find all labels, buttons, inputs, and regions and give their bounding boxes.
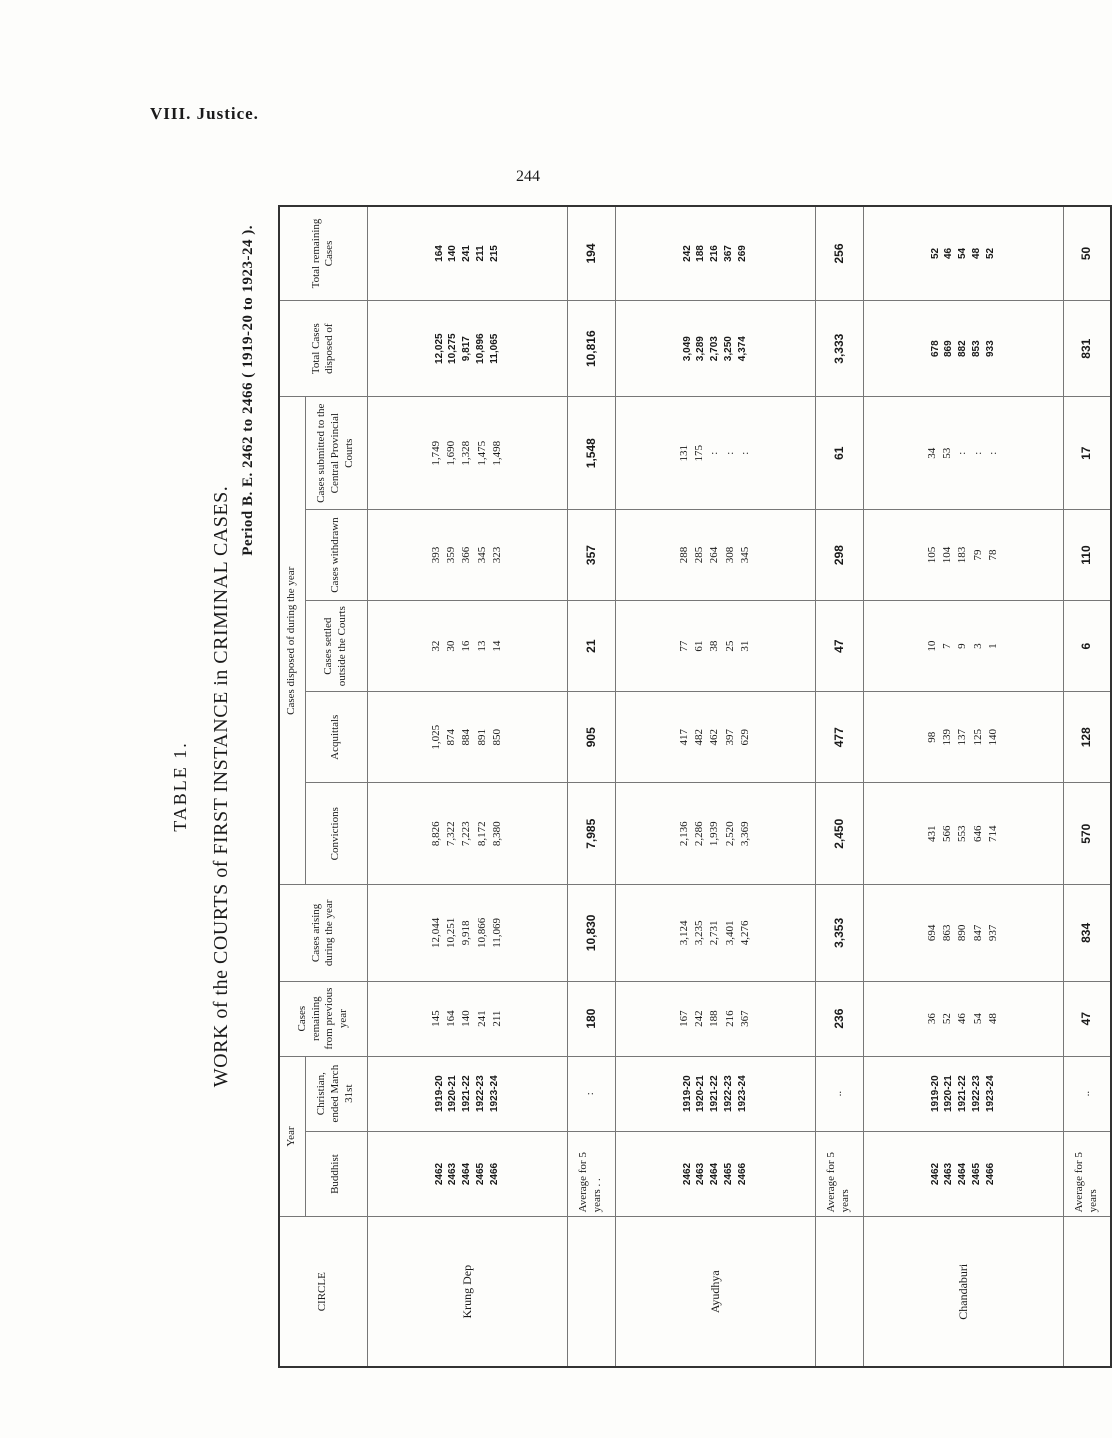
circle-row bbox=[863, 206, 1063, 1367]
cell-settled bbox=[863, 601, 1063, 692]
cell-submitted bbox=[615, 397, 815, 510]
header-arising: Cases arising during the year bbox=[279, 885, 367, 981]
cell-value: 269 bbox=[736, 245, 748, 262]
header-christian: Christian, ended March 31st bbox=[305, 1056, 367, 1131]
cell-value: 2462 bbox=[433, 1162, 445, 1186]
header-total-remaining: Total remaining Cases bbox=[279, 206, 367, 300]
average-submitted: 17 bbox=[1063, 397, 1111, 510]
cell-value: 2,286 bbox=[693, 821, 706, 847]
header-acquittals: Acquittals bbox=[305, 692, 367, 783]
cell-value: 140 bbox=[447, 245, 459, 262]
cell-value: 553 bbox=[956, 825, 969, 842]
cell-arising bbox=[615, 885, 815, 981]
cell-value: 2462 bbox=[681, 1162, 693, 1186]
cell-value: 678 bbox=[929, 340, 941, 358]
average-total-disposed: 831 bbox=[1063, 300, 1111, 396]
cell-value: 216 bbox=[709, 245, 721, 262]
cell-buddhist bbox=[367, 1131, 567, 1217]
cell-value: 145 bbox=[430, 1010, 443, 1027]
cell-value: : bbox=[723, 451, 736, 455]
cell-arising bbox=[863, 885, 1063, 981]
average-label: Average for 5 years . . bbox=[567, 1131, 615, 1217]
cell-value: 13 bbox=[475, 640, 488, 652]
cell-value: 164 bbox=[433, 245, 445, 262]
cell-value: 3,250 bbox=[722, 336, 734, 362]
cell-value: 1921-22 bbox=[709, 1075, 721, 1113]
cell-value: 714 bbox=[986, 825, 999, 842]
cell-value: 1920-21 bbox=[943, 1075, 955, 1113]
cell-buddhist bbox=[615, 1131, 815, 1217]
cell-value: 323 bbox=[490, 546, 503, 564]
cell-acquittals bbox=[367, 692, 567, 783]
header-convictions: Convictions bbox=[305, 783, 367, 885]
cell-value: 11,069 bbox=[490, 917, 503, 948]
cell-value: 2465 bbox=[474, 1162, 486, 1186]
cell-value: 646 bbox=[971, 825, 984, 842]
cell-value: 52 bbox=[929, 247, 941, 260]
cell-value: 462 bbox=[708, 729, 721, 746]
average-submitted: 61 bbox=[815, 397, 863, 510]
cell-value: 850 bbox=[490, 729, 503, 746]
average-total-disposed: 10,816 bbox=[567, 300, 615, 396]
cell-value: 1,328 bbox=[460, 440, 473, 466]
cell-value: 366 bbox=[460, 546, 473, 564]
cell-value: 242 bbox=[693, 1010, 706, 1027]
cell-value: 367 bbox=[722, 245, 734, 262]
average-acquittals: 128 bbox=[1063, 692, 1111, 783]
cell-value: 36 bbox=[926, 1013, 939, 1025]
cell-value: 211 bbox=[490, 1010, 503, 1027]
average-christian: .. bbox=[815, 1056, 863, 1131]
cell-value: 2463 bbox=[695, 1162, 707, 1186]
header-settled: Cases settled outside the Courts bbox=[305, 601, 367, 692]
cell-value: 216 bbox=[723, 1010, 736, 1027]
cell-total-remaining bbox=[615, 206, 815, 300]
circle-row bbox=[615, 206, 815, 1367]
cell-christian bbox=[863, 1056, 1063, 1131]
cell-value: 211 bbox=[474, 245, 486, 262]
cell-value: 12,025 bbox=[433, 333, 445, 364]
average-convictions: 570 bbox=[1063, 783, 1111, 885]
cell-value: 137 bbox=[956, 729, 969, 746]
cell-value: 397 bbox=[723, 729, 736, 746]
cell-value: 140 bbox=[986, 729, 999, 746]
cell-value: 242 bbox=[681, 245, 693, 262]
cell-value: 10,251 bbox=[445, 917, 458, 948]
cell-value: 188 bbox=[708, 1010, 721, 1027]
cell-submitted bbox=[863, 397, 1063, 510]
cell-value: 8,380 bbox=[490, 821, 503, 847]
average-arising: 10,830 bbox=[567, 885, 615, 981]
cell-value: 933 bbox=[984, 340, 996, 358]
table-period: Period B. E. 2462 to 2466 ( 1919-20 to 1923-24 ). bbox=[240, 225, 256, 556]
cell-value: 2462 bbox=[929, 1162, 941, 1186]
cell-value: 4,374 bbox=[736, 336, 748, 362]
cell-value: 61 bbox=[693, 640, 706, 652]
average-remaining-prev: 180 bbox=[567, 981, 615, 1056]
cell-value: 9,918 bbox=[460, 920, 473, 946]
cell-value: 417 bbox=[678, 729, 691, 746]
cell-value: 1,939 bbox=[708, 821, 721, 847]
cell-value: 482 bbox=[693, 729, 706, 746]
average-settled: 21 bbox=[567, 601, 615, 692]
average-total-remaining: 256 bbox=[815, 206, 863, 300]
cell-value: 869 bbox=[943, 340, 955, 358]
header-submitted: Cases submitted to the Central Provincial Courts bbox=[305, 397, 367, 510]
cell-value: 104 bbox=[941, 546, 954, 564]
header-buddhist: Buddhist bbox=[305, 1131, 367, 1217]
cell-value: 52 bbox=[941, 1013, 954, 1025]
header-disposed-group: Cases disposed of during the year bbox=[279, 397, 305, 885]
cell-value: 359 bbox=[445, 546, 458, 564]
average-submitted: 1,548 bbox=[567, 397, 615, 510]
cell-value: 1923-24 bbox=[736, 1075, 748, 1113]
cell-total-remaining bbox=[863, 206, 1063, 300]
cell-value: 241 bbox=[461, 245, 473, 262]
average-withdrawn: 298 bbox=[815, 509, 863, 600]
cell-value: 31 bbox=[738, 640, 751, 652]
cell-value: 140 bbox=[460, 1010, 473, 1027]
cell-value: 853 bbox=[970, 340, 982, 358]
cell-acquittals bbox=[863, 692, 1063, 783]
cell-value: 3 bbox=[971, 643, 984, 649]
cell-value: 54 bbox=[971, 1013, 984, 1025]
cell-value: 7 bbox=[941, 643, 954, 649]
cell-remaining-prev bbox=[615, 981, 815, 1056]
cell-value: 10 bbox=[926, 640, 939, 652]
cell-value: 2465 bbox=[970, 1162, 982, 1186]
average-row bbox=[815, 206, 863, 1367]
cell-christian bbox=[615, 1056, 815, 1131]
cell-value: 308 bbox=[723, 546, 736, 564]
cell-value: 264 bbox=[708, 546, 721, 564]
average-total-remaining: 50 bbox=[1063, 206, 1111, 300]
average-total-disposed: 3,333 bbox=[815, 300, 863, 396]
cell-arising bbox=[367, 885, 567, 981]
cell-value: 46 bbox=[943, 247, 955, 260]
cell-value: 2,703 bbox=[709, 336, 721, 362]
cell-value: 2,731 bbox=[708, 920, 721, 946]
cell-value: 77 bbox=[678, 640, 691, 652]
circle-name: Krung Dep bbox=[367, 1217, 567, 1367]
cell-value: 52 bbox=[984, 247, 996, 260]
cell-value: 2,136 bbox=[678, 821, 691, 847]
cell-withdrawn bbox=[367, 509, 567, 600]
cell-value: 1,475 bbox=[475, 440, 488, 466]
cell-value: 288 bbox=[678, 546, 691, 564]
cell-value: 2,520 bbox=[723, 821, 736, 847]
cell-value: 48 bbox=[986, 1013, 999, 1025]
cell-value: 2463 bbox=[943, 1162, 955, 1186]
table-title: WORK of the COURTS of FIRST INSTANCE in CRIMINAL CASES. bbox=[210, 485, 232, 1088]
cell-value: 937 bbox=[986, 924, 999, 942]
cell-value: 1922-23 bbox=[722, 1075, 734, 1113]
average-label: Average for 5 years bbox=[815, 1131, 863, 1217]
cell-value: 2463 bbox=[447, 1162, 459, 1186]
average-row bbox=[567, 206, 615, 1367]
average-acquittals: 905 bbox=[567, 692, 615, 783]
cell-value: 2464 bbox=[709, 1162, 721, 1186]
cell-value: 1920-21 bbox=[447, 1075, 459, 1113]
cell-value: 14 bbox=[490, 640, 503, 652]
cell-convictions bbox=[615, 783, 815, 885]
cell-value: 3,235 bbox=[693, 920, 706, 946]
cell-value: 1,498 bbox=[490, 440, 503, 466]
cell-total-remaining bbox=[367, 206, 567, 300]
cell-value: 345 bbox=[738, 546, 751, 564]
cell-value: 105 bbox=[926, 546, 939, 564]
average-settled: 47 bbox=[815, 601, 863, 692]
cell-value: 78 bbox=[986, 549, 999, 561]
cell-value: 890 bbox=[956, 924, 969, 942]
cell-acquittals bbox=[615, 692, 815, 783]
cell-value: : bbox=[956, 451, 969, 455]
average-acquittals: 477 bbox=[815, 692, 863, 783]
cell-value: 1919-20 bbox=[929, 1075, 941, 1113]
cell-value: 1921-22 bbox=[957, 1075, 969, 1113]
cell-value: : bbox=[986, 451, 999, 455]
cell-value: 863 bbox=[941, 924, 954, 942]
cell-remaining-prev bbox=[367, 981, 567, 1056]
cell-value: 345 bbox=[475, 546, 488, 564]
cell-value: : bbox=[971, 451, 984, 455]
cell-value: 2464 bbox=[957, 1162, 969, 1186]
cell-value: 9,817 bbox=[461, 336, 473, 362]
cell-value: : bbox=[708, 451, 721, 455]
average-convictions: 7,985 bbox=[567, 783, 615, 885]
cell-value: 53 bbox=[941, 447, 954, 459]
cell-remaining-prev bbox=[863, 981, 1063, 1056]
cell-value: 1919-20 bbox=[433, 1075, 445, 1113]
cell-value: 241 bbox=[475, 1010, 488, 1027]
cell-total-disposed bbox=[863, 300, 1063, 396]
circle-row bbox=[367, 206, 567, 1367]
cell-value: 34 bbox=[926, 447, 939, 459]
rotated-table-block bbox=[150, 205, 1099, 1368]
cell-value: 139 bbox=[941, 729, 954, 746]
cell-total-disposed bbox=[367, 300, 567, 396]
cell-value: 285 bbox=[693, 546, 706, 564]
cell-value: 1922-23 bbox=[474, 1075, 486, 1113]
cell-value: 367 bbox=[738, 1010, 751, 1027]
cell-value: 1,690 bbox=[445, 440, 458, 466]
page-number: 244 bbox=[516, 168, 540, 185]
cell-value: 32 bbox=[430, 640, 443, 652]
header-circle: CIRCLE bbox=[279, 1217, 367, 1367]
cell-value: 2466 bbox=[984, 1162, 996, 1186]
cell-value: 393 bbox=[430, 546, 443, 564]
cell-value: 38 bbox=[708, 640, 721, 652]
table-body bbox=[367, 206, 1111, 1367]
cell-value: 2466 bbox=[488, 1162, 500, 1186]
cell-value: 1,025 bbox=[430, 724, 443, 750]
cell-value: 1923-24 bbox=[984, 1075, 996, 1113]
criminal-cases-table bbox=[278, 205, 1112, 1368]
cell-withdrawn bbox=[863, 509, 1063, 600]
cell-value: 16 bbox=[460, 640, 473, 652]
cell-value: 7,223 bbox=[460, 821, 473, 847]
header-year: Year bbox=[279, 1056, 305, 1217]
average-christian: .. bbox=[1063, 1056, 1111, 1131]
cell-value: 3,401 bbox=[723, 920, 736, 946]
cell-convictions bbox=[863, 783, 1063, 885]
cell-value: 215 bbox=[488, 245, 500, 262]
cell-withdrawn bbox=[615, 509, 815, 600]
cell-value: 884 bbox=[460, 729, 473, 746]
cell-value: 1921-22 bbox=[461, 1075, 473, 1113]
header-total-disposed: Total Cases disposed of bbox=[279, 300, 367, 396]
cell-value: 1919-20 bbox=[681, 1075, 693, 1113]
section-title: VIII. Justice. bbox=[150, 104, 259, 123]
cell-value: 3,369 bbox=[738, 821, 751, 847]
cell-value: 79 bbox=[971, 549, 984, 561]
cell-value: 1 bbox=[986, 643, 999, 649]
cell-submitted bbox=[367, 397, 567, 510]
cell-value: 694 bbox=[926, 924, 939, 942]
cell-value: 54 bbox=[957, 247, 969, 260]
cell-value: 8,826 bbox=[430, 821, 443, 847]
average-withdrawn: 357 bbox=[567, 509, 615, 600]
cell-value: 167 bbox=[678, 1010, 691, 1027]
cell-value: 891 bbox=[475, 729, 488, 746]
cell-value: 8,172 bbox=[475, 821, 488, 847]
average-row bbox=[1063, 206, 1111, 1367]
cell-value: 12,044 bbox=[430, 917, 443, 948]
cell-settled bbox=[615, 601, 815, 692]
cell-value: 1923-24 bbox=[488, 1075, 500, 1113]
cell-value: 874 bbox=[445, 729, 458, 746]
cell-value: 566 bbox=[941, 825, 954, 842]
cell-buddhist bbox=[863, 1131, 1063, 1217]
cell-convictions bbox=[367, 783, 567, 885]
cell-value: 7,322 bbox=[445, 821, 458, 847]
average-withdrawn: 110 bbox=[1063, 509, 1111, 600]
cell-value: 46 bbox=[956, 1013, 969, 1025]
cell-value: 125 bbox=[971, 729, 984, 746]
average-label: Average for 5 years bbox=[1063, 1131, 1111, 1217]
cell-value: 10,896 bbox=[474, 333, 486, 364]
header-withdrawn: Cases withdrawn bbox=[305, 509, 367, 600]
cell-value: : bbox=[738, 451, 751, 455]
cell-value: 98 bbox=[926, 731, 939, 743]
cell-value: 431 bbox=[926, 825, 939, 842]
average-arising: 3,353 bbox=[815, 885, 863, 981]
cell-value: 48 bbox=[970, 247, 982, 260]
cell-value: 131 bbox=[678, 444, 691, 462]
cell-value: 847 bbox=[971, 924, 984, 942]
cell-value: 175 bbox=[693, 444, 706, 462]
average-remaining-prev: 47 bbox=[1063, 981, 1111, 1056]
cell-value: 183 bbox=[956, 546, 969, 564]
cell-value: 2466 bbox=[736, 1162, 748, 1186]
cell-value: 4,276 bbox=[738, 920, 751, 946]
average-remaining-prev: 236 bbox=[815, 981, 863, 1056]
cell-value: 188 bbox=[695, 245, 707, 262]
average-arising: 834 bbox=[1063, 885, 1111, 981]
cell-value: 164 bbox=[445, 1010, 458, 1027]
cell-christian bbox=[367, 1056, 567, 1131]
circle-name: Chandaburi bbox=[863, 1217, 1063, 1367]
average-total-remaining: 194 bbox=[567, 206, 615, 300]
cell-value: 2465 bbox=[722, 1162, 734, 1186]
cell-value: 30 bbox=[445, 640, 458, 652]
cell-value: 3,124 bbox=[678, 920, 691, 946]
cell-total-disposed bbox=[615, 300, 815, 396]
cell-value: 629 bbox=[738, 729, 751, 746]
cell-value: 2464 bbox=[461, 1162, 473, 1186]
cell-value: 3,289 bbox=[695, 336, 707, 362]
cell-value: 1922-23 bbox=[970, 1075, 982, 1113]
average-settled: 6 bbox=[1063, 601, 1111, 692]
cell-value: 10,866 bbox=[475, 917, 488, 948]
cell-value: 3,049 bbox=[681, 336, 693, 362]
circle-name: Ayudhya bbox=[615, 1217, 815, 1367]
cell-settled bbox=[367, 601, 567, 692]
cell-value: 11,065 bbox=[488, 333, 500, 364]
average-christian: : bbox=[567, 1056, 615, 1131]
table-label: TABLE 1. bbox=[170, 741, 190, 832]
cell-value: 10,275 bbox=[447, 333, 459, 364]
cell-value: 882 bbox=[957, 340, 969, 358]
cell-value: 9 bbox=[956, 643, 969, 649]
cell-value: 25 bbox=[723, 640, 736, 652]
cell-value: 1920-21 bbox=[695, 1075, 707, 1113]
header-remaining-prev: Cases remaining from previous year bbox=[279, 981, 367, 1056]
average-convictions: 2,450 bbox=[815, 783, 863, 885]
cell-value: 1,749 bbox=[430, 440, 443, 466]
